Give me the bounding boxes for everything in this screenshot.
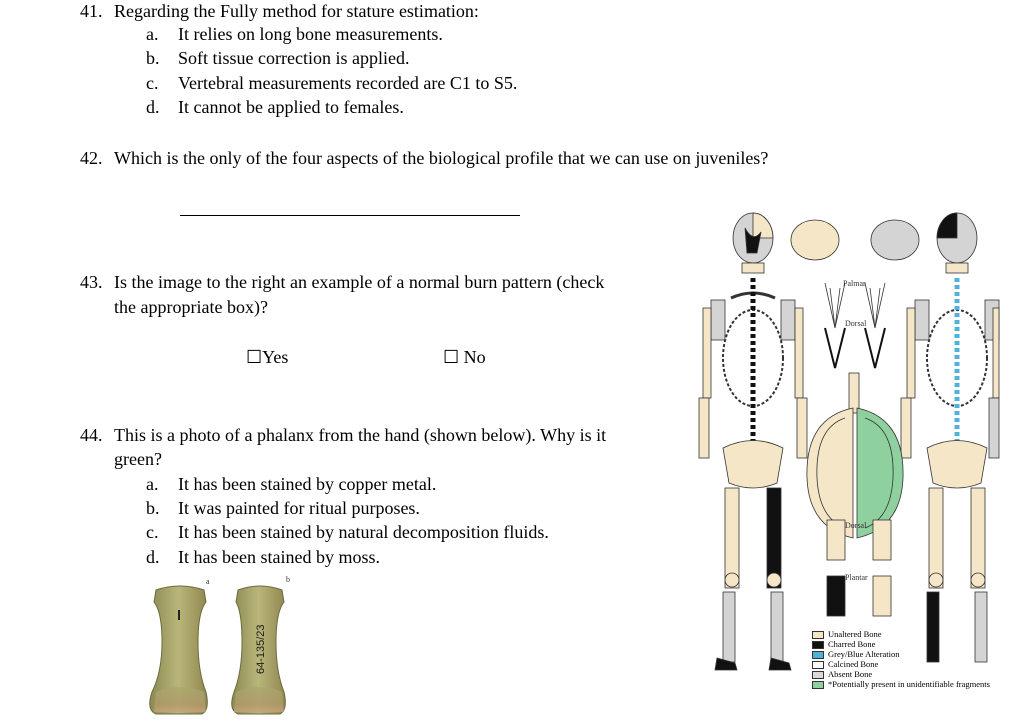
question-44-line2: green?: [114, 449, 162, 469]
question-43-line2: the appropriate box)?: [114, 297, 268, 317]
question-number: 44.: [80, 425, 103, 445]
option-letter: c.: [146, 73, 159, 93]
legend-swatch: [812, 661, 824, 669]
photo-label-b: b: [286, 575, 290, 584]
legend-swatch: [812, 631, 824, 639]
legend-item: [812, 669, 990, 679]
option-text: Soft tissue correction is applied.: [178, 48, 410, 68]
option-letter: d.: [146, 97, 160, 117]
yes-checkbox[interactable]: ☐Yes: [246, 347, 289, 367]
legend-swatch: [812, 671, 824, 679]
question-41: [80, 0, 479, 22]
option-letter: d.: [146, 547, 160, 567]
question-text-line1: This is a photo of a phalanx from the hand (shown below). Why is it: [114, 425, 607, 445]
q41-option-b: [146, 47, 409, 69]
q44-option-b: [146, 497, 420, 519]
photo-label-a: a: [206, 577, 210, 586]
q44-option-d: [146, 546, 380, 568]
question-text: Which is the only of the four aspects of the biological profile that we can use on juveniles?: [114, 148, 769, 168]
legend-swatch: [812, 651, 824, 659]
phalanx-photo: [140, 572, 300, 722]
legend-item: [812, 639, 990, 649]
skeleton-anterior: [699, 213, 807, 670]
no-checkbox[interactable]: ☐ No: [443, 347, 486, 367]
answer-blank-line[interactable]: [180, 215, 520, 216]
legend-swatch: [812, 681, 824, 689]
label-dorsal-hand: Dorsal: [845, 319, 867, 328]
legend-item: [812, 649, 990, 659]
foot-plantar-left: [827, 576, 845, 616]
figure-legend: [812, 629, 990, 689]
question-number: 42.: [80, 148, 103, 168]
question-text: Regarding the Fully method for stature estimation:: [114, 1, 479, 21]
label-dorsal-foot: Dorsal: [845, 521, 867, 530]
option-text: It has been stained by natural decomposition fluids.: [178, 522, 549, 542]
option-letter: b.: [146, 498, 160, 518]
phalanx-bone-b-base: [234, 687, 284, 712]
option-letter: c.: [146, 522, 159, 542]
foot-dorsal-right: [873, 520, 891, 560]
option-text: It has been stained by copper metal.: [178, 474, 437, 494]
legend-label: *Potentially present in unidentifiable fragments: [828, 679, 990, 690]
option-text: Vertebral measurements recorded are C1 to S5.: [178, 73, 518, 93]
label-plantar: Plantar: [845, 573, 868, 582]
option-text: It cannot be applied to females.: [178, 97, 404, 117]
q44-option-c: [146, 521, 549, 543]
q41-option-c: [146, 72, 517, 94]
legend-label: Calcined Bone: [828, 659, 879, 670]
label-palmar: Palmar: [843, 279, 866, 288]
foot-plantar-right: [873, 576, 891, 616]
skeleton-posterior: [901, 213, 999, 662]
q41-option-d: [146, 96, 404, 118]
phalanx-bone-a-base: [154, 687, 206, 712]
legend-item: [812, 679, 990, 689]
option-letter: a.: [146, 24, 159, 44]
question-number: 41.: [80, 1, 103, 21]
question-number: 43.: [80, 272, 103, 292]
option-text: It has been stained by moss.: [178, 547, 380, 567]
hands: [825, 283, 885, 413]
legend-item: [812, 659, 990, 669]
question-42: [80, 147, 768, 169]
question-text-line1: Is the image to the right an example of a normal burn pattern (check: [114, 272, 605, 292]
burn-pattern-figure: [695, 208, 1000, 695]
question-44: [80, 424, 606, 446]
ribs-fragment: [807, 408, 903, 538]
foot-dorsal-left: [827, 520, 845, 560]
option-text: It relies on long bone measurements.: [178, 24, 443, 44]
skull-lateral-right: [871, 220, 919, 260]
legend-item: [812, 629, 990, 639]
specimen-number: 64-135/23: [255, 624, 267, 674]
legend-label: Unaltered Bone: [828, 629, 882, 639]
option-letter: b.: [146, 48, 160, 68]
q44-option-a: [146, 473, 436, 495]
q41-option-a: [146, 23, 443, 45]
question-43: [80, 271, 604, 293]
phalanx-mark-a: [178, 610, 180, 620]
legend-label: Absent Bone: [828, 669, 873, 680]
option-letter: a.: [146, 474, 159, 494]
skull-lateral-left: [791, 220, 839, 260]
legend-label: Charred Bone: [828, 639, 876, 650]
legend-label: Grey/Blue Alteration: [828, 649, 900, 660]
option-text: It was painted for ritual purposes.: [178, 498, 420, 518]
legend-swatch: [812, 641, 824, 649]
